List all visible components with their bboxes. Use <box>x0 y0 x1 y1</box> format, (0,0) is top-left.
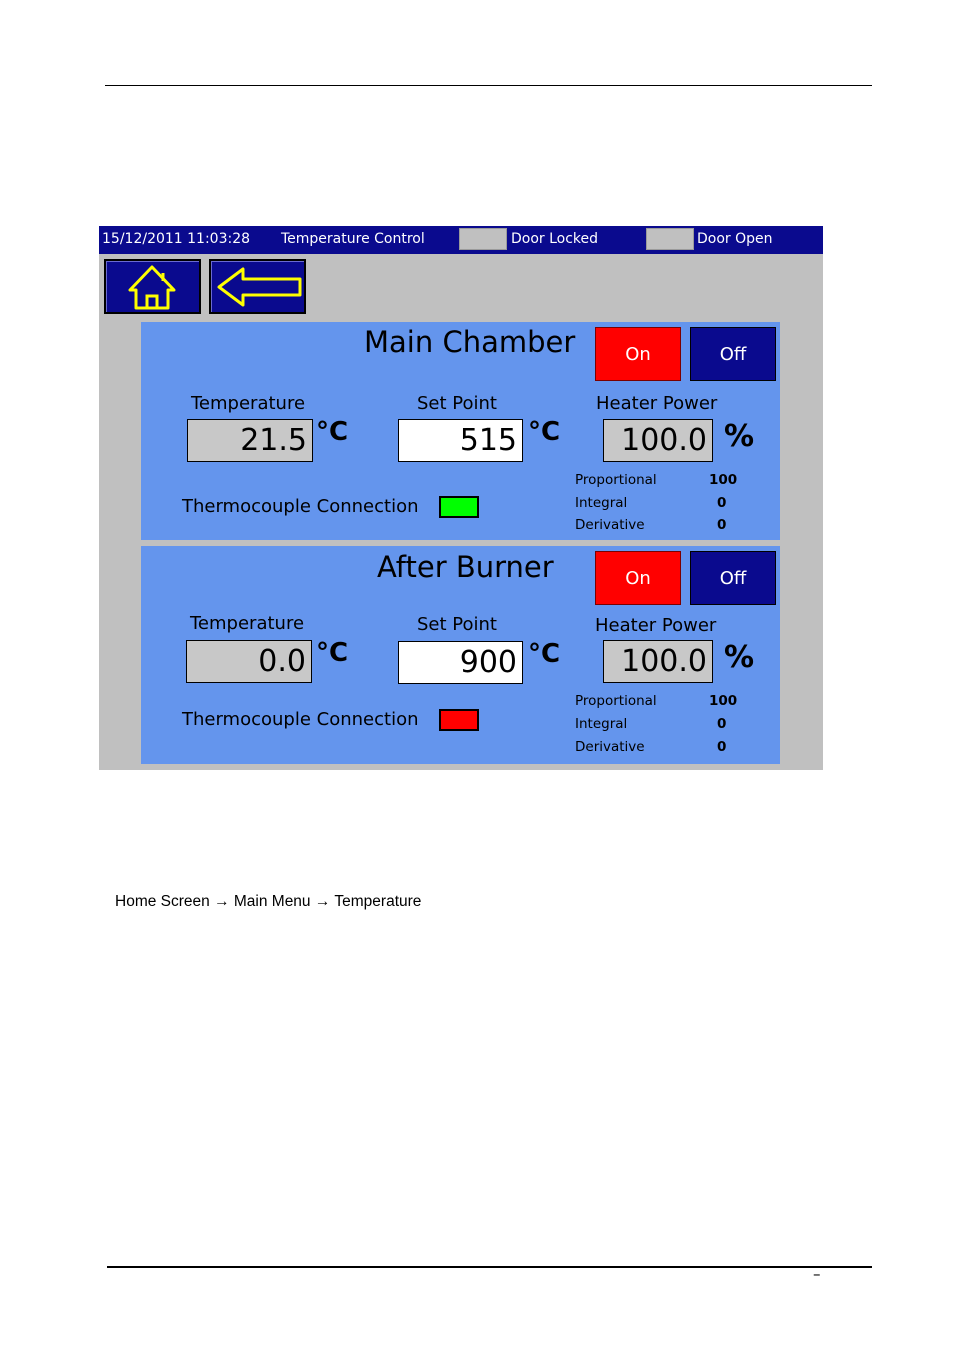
breadcrumb: Home Screen → Main Menu → Temperature <box>115 893 422 910</box>
door-locked-label: Door Locked <box>511 231 599 247</box>
temperature-control-screen <box>99 226 823 770</box>
door-open-label: Door Open <box>697 231 773 247</box>
main-chamber-on-button[interactable]: On <box>595 327 681 381</box>
setpoint-unit: °C <box>528 639 561 669</box>
thermocouple-label: Thermocouple Connection <box>182 709 419 730</box>
setpoint-unit: °C <box>528 417 561 447</box>
heater-power-label: Heater Power <box>595 615 717 636</box>
thermocouple-label: Thermocouple Connection <box>182 496 419 517</box>
after-burner-panel <box>141 546 780 764</box>
back-button[interactable] <box>209 259 306 314</box>
after-burner-off-button[interactable]: Off <box>690 551 776 605</box>
proportional-label: Proportional <box>575 472 657 488</box>
after-burner-on-button[interactable]: On <box>595 551 681 605</box>
panel-title: After Burner <box>377 550 554 584</box>
derivative-value: 0 <box>717 517 727 533</box>
temperature-unit: °C <box>316 417 349 447</box>
setpoint-label: Set Point <box>417 614 497 635</box>
proportional-value: 100 <box>709 693 738 709</box>
header-rule <box>105 85 872 86</box>
main-chamber-off-button[interactable]: Off <box>690 327 776 381</box>
door-locked-indicator <box>459 228 507 250</box>
temperature-label: Temperature <box>191 393 306 414</box>
derivative-label: Derivative <box>575 739 645 755</box>
setpoint-input[interactable]: 900 <box>398 641 523 684</box>
integral-label: Integral <box>575 495 628 511</box>
home-button[interactable] <box>104 259 201 314</box>
arrow-left-icon <box>211 261 304 312</box>
screen-title: Temperature Control <box>281 231 425 247</box>
temperature-label: Temperature <box>190 613 305 634</box>
main-chamber-panel <box>141 322 780 540</box>
temperature-value: 0.0 <box>186 640 312 683</box>
home-icon <box>106 261 199 312</box>
heater-power-value: 100.0 <box>603 640 713 683</box>
thermocouple-status-led <box>439 496 479 518</box>
proportional-label: Proportional <box>575 693 657 709</box>
derivative-value: 0 <box>717 739 727 755</box>
integral-label: Integral <box>575 716 628 732</box>
integral-value: 0 <box>717 716 727 732</box>
integral-value: 0 <box>717 495 727 511</box>
derivative-label: Derivative <box>575 517 645 533</box>
datetime: 15/12/2011 11:03:28 <box>102 231 251 247</box>
panel-title: Main Chamber <box>364 325 576 359</box>
heater-power-unit: % <box>724 640 755 675</box>
temperature-unit: °C <box>316 638 349 668</box>
door-open-indicator <box>646 228 694 250</box>
heater-power-unit: % <box>724 419 755 454</box>
setpoint-label: Set Point <box>417 393 497 414</box>
setpoint-input[interactable]: 515 <box>398 419 523 462</box>
proportional-value: 100 <box>709 472 738 488</box>
heater-power-value: 100.0 <box>603 419 713 462</box>
temperature-value: 21.5 <box>187 419 313 462</box>
thermocouple-status-led <box>439 709 479 731</box>
footer-rule <box>107 1266 872 1268</box>
title-bar <box>99 226 823 254</box>
heater-power-label: Heater Power <box>596 393 718 414</box>
footer-mark: – <box>813 1265 821 1283</box>
